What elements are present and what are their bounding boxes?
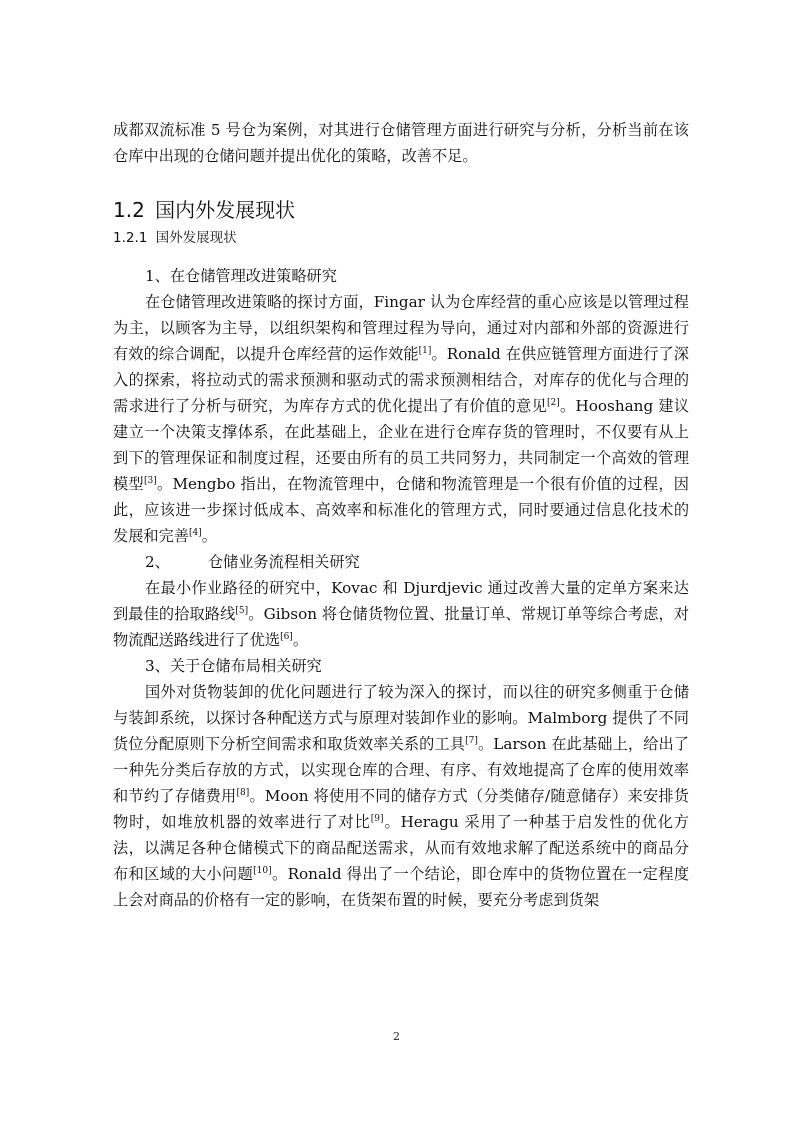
topic2-paragraph <box>113 575 689 653</box>
text-run: 。Ronald 在供应链管理方面进行了深入的探索，将拉动式的需求预测和驱动式的需求预测相结合，对库存的优化与合理的需求进行了分析与研究，为库存方式的优化提出了有价值的意见 <box>113 345 689 415</box>
text-run: 。Larson 在此基础上，给出了一种先分类后存放的方式，以实现仓库的合理、有序、有效地提高了仓库的使用效率和节约了存储费用 <box>113 735 689 805</box>
citation: [2] <box>546 398 560 408</box>
text-run: 在最小作业路径的研究中，Kovac 和 Djurdjevic 通过改善大量的定单方案来达到最佳的拾取路线 <box>113 579 689 623</box>
citation: [10] <box>253 866 272 876</box>
citation: [9] <box>370 814 384 824</box>
text-run: 。Ronald 得出了一个结论，即仓库中的货物位置在一定程度上会对商品的价格有一定的影响，在货架布置的时候，要充分考虑到货架 <box>113 865 690 909</box>
citation: [6] <box>280 632 293 642</box>
citation: [5] <box>235 606 249 616</box>
topic3-paragraph <box>113 679 689 913</box>
page-number: 2 <box>393 1030 400 1043</box>
text-run: 。Mengbo 指出，在物流管理中，仓储和物流管理是一个很有价值的过程，因此，应该进一步探讨低成本、高效率和标准化的管理方式，同时要通过信息化技术的发展和完善 <box>113 475 689 545</box>
topic2-number: 2、 <box>145 553 170 571</box>
citation: [8] <box>236 788 250 798</box>
section-number: 1.2 <box>113 198 145 222</box>
topic2-title: 仓储业务流程相关研究 <box>207 553 360 571</box>
citation: [7] <box>465 736 478 746</box>
citation: [4] <box>188 528 202 538</box>
topic2-heading <box>113 549 689 575</box>
topic1-heading: 1、在仓储管理改进策略研究 <box>145 267 337 285</box>
text-run: 。Hooshang 建议建立一个决策支撑体系，在此基础上，企业在进行仓库存货的管理时，不仅要有从上到下的管理保证和制度过程，还要由所有的员工共同努力，共同制定一个高效的管理模型 <box>113 397 690 493</box>
section-title: 国内外发展现状 <box>155 198 296 222</box>
section-heading <box>113 195 689 225</box>
text-run: 在仓储管理改进策略的探讨方面，Fingar 认为仓库经营的重心应该是以管理过程为主，以顾客为主导，以组织架构和管理过程为导向，通过对内部和外部的资源进行有效的综合调配，以提升仓库经营的运作效能 <box>113 293 689 363</box>
text-run: 。Gibson 将仓储货物位置、批量订单、常规订单等综合考虑，对物流配送路线进行了优选 <box>113 605 690 649</box>
intro-paragraph: 成都双流标准 5 号仓为案例，对其进行仓储管理方面进行研究与分析，分析当前在该仓库中出现的仓储问题并提出优化的策略，改善不足。 <box>113 121 689 165</box>
citation: [1] <box>418 346 432 356</box>
subsection-title: 国外发展现状 <box>155 230 237 246</box>
text-run: 国外对货物装卸的优化问题进行了较为深入的探讨，而以往的研究多侧重于仓储与装卸系统，以探讨各种配送方式与原理对装卸作业的影响。Malmborg 提供了不同货位分配原则下分析空间需求和取货效率关系的工具 <box>113 683 689 753</box>
text-run: 。Heragu 采用了一种基于启发性的优化方法，以满足各种仓储模式下的商品配送需求，从而有效地求解了配送系统中的商品分布和区域的大小问题 <box>113 813 689 883</box>
subsection-heading <box>113 227 689 249</box>
subsection-number: 1.2.1 <box>113 230 148 246</box>
topic1-paragraph <box>113 289 689 549</box>
text-run: 。 <box>201 527 217 545</box>
topic3-heading: 3、关于仓储布局相关研究 <box>145 657 322 675</box>
text-run: 。 <box>292 631 308 649</box>
page-content <box>113 117 689 913</box>
citation: [3] <box>143 476 157 486</box>
text-run: 。Moon 将使用不同的储存方式（分类储存/随意储存）来安排货物时，如堆放机器的效率进行了对比 <box>113 787 689 831</box>
